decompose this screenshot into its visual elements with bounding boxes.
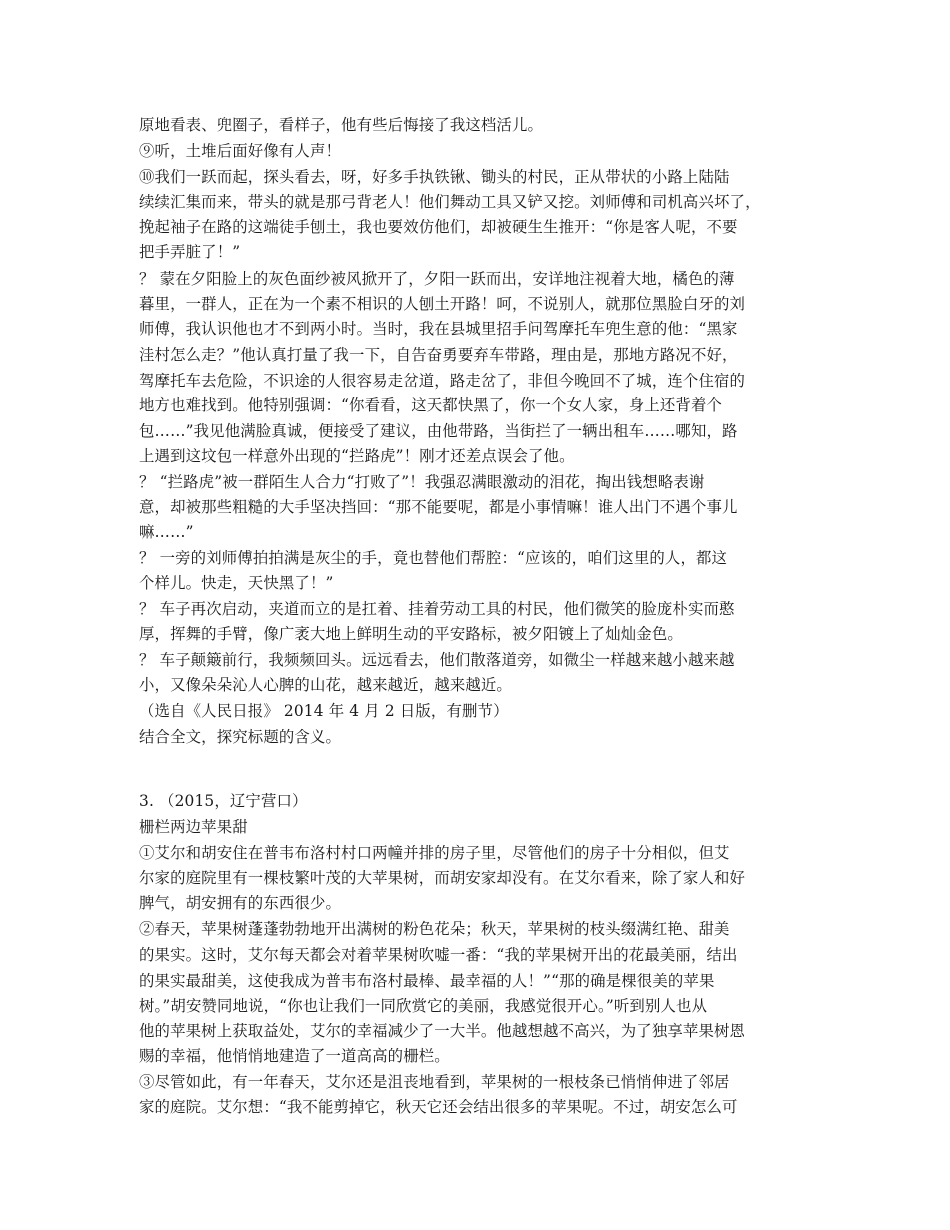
question-prompt: 结合全文，探究标题的含义。 xyxy=(139,728,342,746)
text-line: 厚，挥舞的手臂，像广袤大地上鲜明生动的平安路标，被夕阳镀上了灿灿金色。 xyxy=(139,625,683,643)
text-line: 的果实最甜美，这使我成为普韦布洛村最棒、最幸福的人！”“那的确是棵很美的苹果 xyxy=(139,972,715,990)
text-line: 脾气，胡安拥有的东西很少。 xyxy=(139,894,342,912)
text-line: 尔家的庭院里有一棵枝繁叶茂的大苹果树，而胡安家却没有。在艾尔看来，除了家人和好 xyxy=(139,869,746,887)
text-line: ？ 蒙在夕阳脸上的灰色面纱被风掀开了，夕阳一跃而出，安详地注视着大地，橘色的薄 xyxy=(139,270,735,288)
text-line: 嘛……” xyxy=(139,523,194,541)
source-citation: （选自《人民日报》 2014 年 4 月 2 日版，有删节） xyxy=(139,702,509,720)
text-line: ？ 车子颠簸前行，我频频回头。远远看去，他们散落道旁，如微尘一样越来越小越来越 xyxy=(139,651,735,669)
text-line: ①艾尔和胡安住在普韦布洛村村口两幢并排的房子里，尽管他们的房子十分相似，但艾 xyxy=(139,844,730,862)
text-line: 原地看表、兜圈子，看样子，他有些后悔接了我这档活儿。 xyxy=(139,116,544,134)
text-line: 树。”胡安赞同地说，“你也让我们一同欣赏它的美丽，我感觉很开心。”听到别人也从 xyxy=(139,997,708,1015)
text-line: 驾摩托车去危险，不识途的人很容易走岔道，路走岔了，非但今晚回不了城，连个住宿的 xyxy=(139,372,746,390)
text-line: 续续汇集而来，带头的就是那弓背老人！他们舞动工具又铲又挖。刘师傅和司机高兴坏了， xyxy=(139,193,761,211)
text-line: ③尽管如此，有一年春天，艾尔还是沮丧地看到，苹果树的一根枝条已悄悄伸进了邻居 xyxy=(139,1073,730,1091)
text-line: 把手弄脏了！” xyxy=(139,243,241,261)
text-line: 个样儿。快走，天快黑了！” xyxy=(139,574,334,592)
text-line: 挽起袖子在路的这端徒手刨土，我也要效仿他们，却被硬生生推开：“你是客人呢，不要 xyxy=(139,218,738,236)
text-line: 意，却被那些粗糙的大手坚决挡回：“那不能要呢，都是小事情嘛！谁人出门不遇个事儿 xyxy=(139,498,738,516)
text-line: 洼村怎么走？”他认真打量了我一下，自告奋勇要弃车带路，理由是，那地方路况不好， xyxy=(139,346,738,364)
text-line: 师傅，我认识他也才不到两小时。当时，我在县城里招手问驾摩托车兜生意的他：“黑家 xyxy=(139,320,738,338)
text-line: 他的苹果树上获取益处，艾尔的幸福减少了一大半。他越想越不高兴，为了独享苹果树恩 xyxy=(139,1022,746,1040)
text-line: ②春天，苹果树蓬蓬勃勃地开出满树的粉色花朵；秋天，苹果树的枝头缀满红艳、甜美 xyxy=(139,920,730,938)
text-line: 包……”我见他满脸真诚，便接受了建议，由他带路，当街拦了一辆出租车……哪知，路 xyxy=(139,422,738,440)
text-line: 的果实。这时，艾尔每天都会对着苹果树吹嘘一番：“我的苹果树开出的花最美丽，结出 xyxy=(139,946,738,964)
text-line: 地方也难找到。他特别强调：“你看看，这天都快黑了，你一个女人家，身上还背着个 xyxy=(139,396,723,414)
text-line: 上遇到这坟包一样意外出现的“拦路虎”！刚才还差点误会了他。 xyxy=(139,447,575,465)
text-line: ？ 车子再次启动，夹道而立的是扛着、挂着劳动工具的村民，他们微笑的脸庞朴实而憨 xyxy=(139,600,735,618)
text-line: ？ 一旁的刘师傅拍拍满是灰尘的手，竟也替他们帮腔：“应该的，咱们这里的人，都这 xyxy=(139,549,728,567)
text-line: 小，又像朵朵沁人心脾的山花，越来越近，越来越近。 xyxy=(139,676,512,694)
text-line: 家的庭院。艾尔想：“我不能剪掉它，秋天它还会结出很多的苹果呢。不过，胡安怎么可 xyxy=(139,1098,738,1116)
article-title: 栅栏两边苹果甜 xyxy=(139,818,248,836)
text-line: ？ “拦路虎”被一群陌生人合力“打败了”！我强忍满眼激动的泪花，掏出钱想略表谢 xyxy=(139,473,705,491)
question-number: 3. （2015，辽宁营口） xyxy=(139,792,308,810)
text-line: ⑩我们一跃而起，探头看去，呀，好多手执铁锹、锄头的村民，正从带状的小路上陆陆 xyxy=(139,168,730,186)
text-line: 暮里，一群人，正在为一个素不相识的人刨土开路！呵，不说别人，就那位黑脸白牙的刘 xyxy=(139,295,746,313)
text-line: ⑨听，土堆后面好像有人声！ xyxy=(139,142,342,160)
text-line: 赐的幸福，他悄悄地建造了一道高高的栅栏。 xyxy=(139,1047,450,1065)
